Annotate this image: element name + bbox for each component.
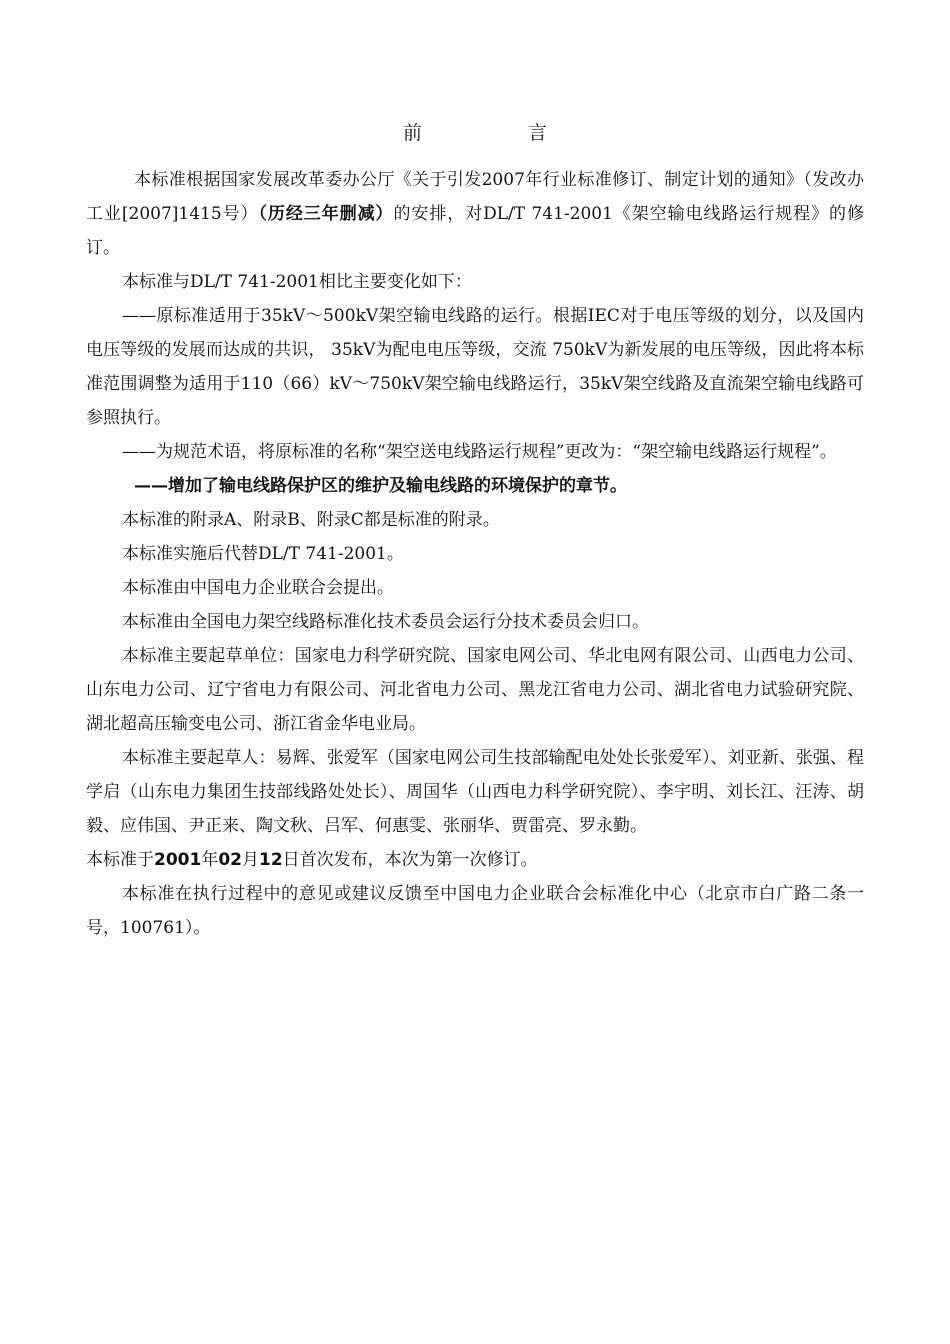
paragraph-drafters: 本标准主要起草人：易辉、张爱军（国家电网公司生技部输配电处处长张爱军）、刘亚新、张强、程学启（山东电力集团生技部线路处处长）、周国华（山西电力科学研究院）、李宇明、刘长江、汪涛、胡毅、应伟国、尹正来、陶文秋、吕军、何惠雯、张丽华、贾雷亮、罗永勤。 [86, 748, 864, 836]
release-month-unit: 月 [242, 850, 259, 870]
paragraph-change-added: ——增加了输电线路保护区的维护及输电线路的环境保护的章节。 [134, 476, 627, 496]
paragraph-1-text: 本标准根据国家发展改革委办公厅《关于引发2007年行业标准修订、制定计划的通知》（发改办工业[2007]1415号） [86, 170, 864, 224]
paragraph-change-name: ——为规范术语，将原标准的名称“架空送电线路运行规程”更改为：“架空输电线路运行规程”。 [122, 442, 837, 462]
paragraph-1 [86, 163, 864, 265]
release-year: 2001 [154, 850, 202, 870]
paragraph-release-date [86, 843, 864, 877]
paragraph-appendix: 本标准的附录A、附录B、附录C都是标准的附录。 [122, 510, 500, 530]
page-title: 前 言 [402, 122, 598, 144]
release-day: 12 [259, 850, 283, 870]
document-body [86, 163, 864, 945]
release-month: 02 [218, 850, 242, 870]
release-date-suffix: 日首次发布，本次为第一次修订。 [282, 850, 538, 870]
release-date-prefix: 本标准于 [86, 850, 154, 870]
paragraph-proposed-by: 本标准由中国电力企业联合会提出。 [122, 578, 394, 598]
paragraph-managed-by: 本标准由全国电力架空线路标准化技术委员会运行分技术委员会归口。 [122, 612, 649, 632]
paragraph-1-text-end: 的安排，对DL/T 741-2001《架空输电线路运行规程》的修订。 [86, 204, 864, 258]
paragraph-changes-intro: 本标准与DL/T 741-2001相比主要变化如下： [122, 272, 472, 292]
paragraph-feedback: 本标准在执行过程中的意见或建议反馈至中国电力企业联合会标准化中心（北京市白广路二条一号，100761）。 [86, 884, 864, 938]
paragraph-replaces: 本标准实施后代替DL/T 741-2001。 [122, 544, 404, 564]
paragraph-drafting-units: 本标准主要起草单位：国家电力科学研究院、国家电网公司、华北电网有限公司、山西电力公司、山东电力公司、辽宁省电力有限公司、河北省电力公司、黑龙江省电力公司、湖北省电力试验研究院、湖北超高压输变电公司、浙江省金华电业局。 [86, 646, 864, 734]
paragraph-change-scope: ——原标准适用于35kV～500kV架空输电线路的运行。根据IEC对于电压等级的划分，以及国内电压等级的发展而达成的共识， 35kV为配电电压等级，交流 750kV为新发展的电压等级，因此将本标准范围调整为适用于110（66）kV～750kV架空输电线路运行，35kV架空线路及直流架空输电线路可参照执行。 [86, 306, 864, 428]
paragraph-1-bold-note: （历经三年删减） [258, 204, 394, 224]
release-year-unit: 年 [201, 850, 219, 870]
